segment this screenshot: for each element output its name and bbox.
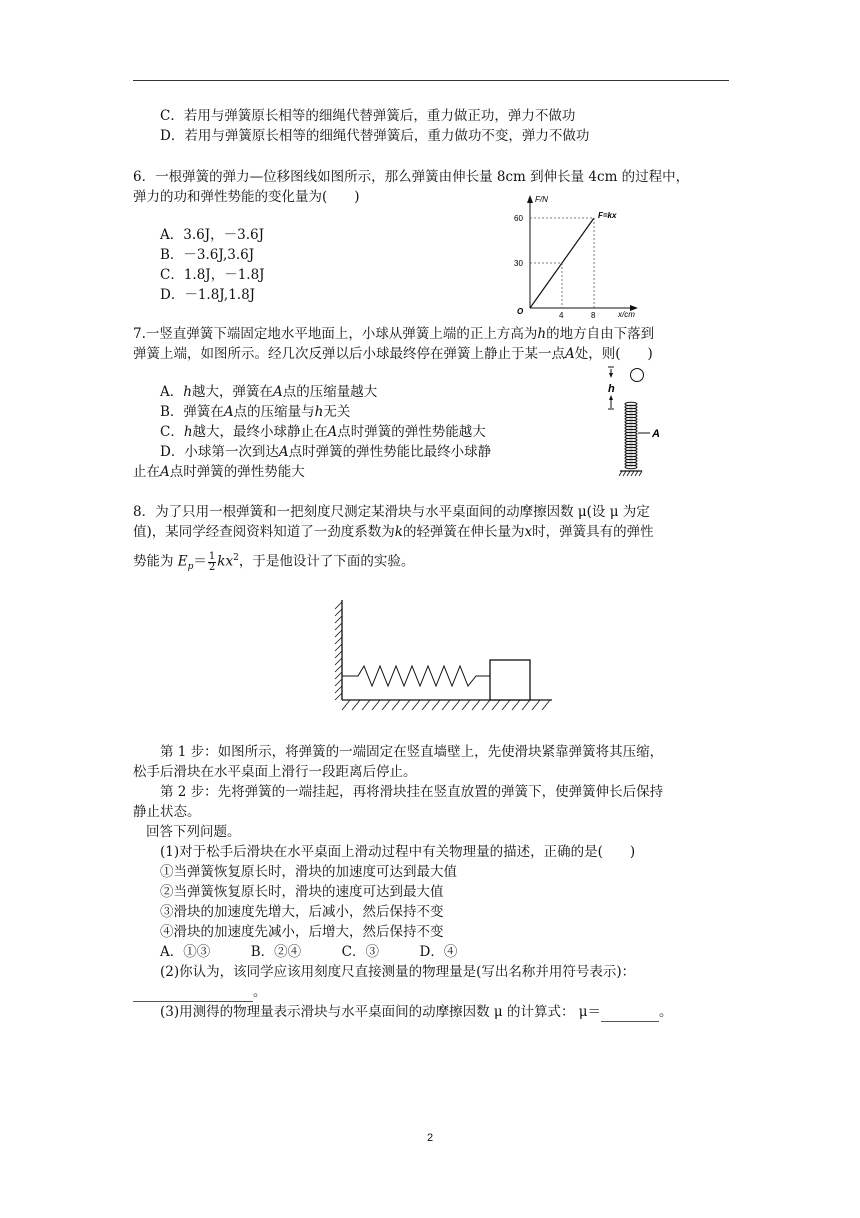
q6-option-a: A．3.6J，－3.6J [160,227,265,243]
sub2-answer-blank [133,983,253,1002]
q7-option-b: B．弹簧在A点的压缩量与h无关 [160,404,351,420]
q8-statement-2: ②当弹簧恢复原长时，滑块的速度可达到最大值 [160,884,444,900]
x-tick-8: 8 [591,311,596,320]
y-tick-60: 60 [514,214,523,223]
x-axis-label: x/cm [618,310,635,319]
y-axis-label: F/N [535,195,548,204]
q8-step1-line1: 第 1 步：如图所示，将弹簧的一端固定在竖直墙壁上，先使滑块紧靠弹簧将其压缩， [160,744,664,760]
q8-statement-4: ④滑块的加速度先减小，后增大，然后保持不变 [160,924,444,940]
q7-option-d: D．小球第一次到达A点时弹簧的弹性势能比最终小球静 [160,444,492,460]
q5-option-c: C．若用与弹簧原长相等的细绳代替弹簧后，重力做正功，弹力不做功 [160,108,576,124]
x-tick-4: 4 [559,311,564,320]
fig-A-label: A [652,428,660,440]
q7-option-c: C．h越大，最终小球静止在A点时弹簧的弹性势能越大 [160,424,486,440]
q8-step2-line1: 第 2 步：先将弹簧的一端挂起，再将滑块挂在竖直放置的弹簧下，使弹簧伸长后保持 [160,784,664,800]
q5-option-d: D．若用与弹簧原长相等的细绳代替弹簧后，重力做功不变，弹力不做功 [160,128,590,144]
sub3-answer-blank [601,1003,659,1022]
q8-sub1: (1)对于松手后滑块在水平桌面上滑动过程中有关物理量的描述，正确的是( ) [160,844,636,860]
q8-step2-line2: 静止状态。 [133,804,201,820]
q8-sub2-answer-line: 。 [133,983,267,1002]
origin-label: O [517,307,524,316]
line-label: F=kx [598,211,617,220]
q7-stem-line2: 弹簧上端，如图所示。经几次反弹以后小球最终停在弹簧上静止于某一点A处，则( ) [133,346,653,362]
force-displacement-graph [508,190,678,320]
q8-answer-prompt: 回答下列问题。 [146,824,241,840]
vertical-spring-figure [600,362,680,482]
q8-step1-line2: 松手后滑块在水平桌面上滑行一段距离后停止。 [133,764,417,780]
q6-option-b: B．－3.6J,3.6J [160,247,255,263]
sliding-block [490,660,530,700]
q8-stem-line1: 8．为了只用一根弹簧和一把刻度尺测定某滑块与水平桌面间的动摩擦因数 μ(设 μ 为定 [133,504,650,520]
compressed-spring [342,666,490,686]
q7-option-d-cont: 止在A点时弹簧的弹性势能大 [133,464,305,480]
q8-stem-line2: 值)，某同学经查阅资料知道了一劲度系数为k的轻弹簧在伸长量为x时，弹簧具有的弹性 [133,524,654,540]
q6-stem-line2: 弹力的功和弹性势能的变化量为( ) [133,189,360,205]
q6-stem-line1: 6．一根弹簧的弹力—位移图线如图所示，那么弹簧由伸长量 8cm 到伸长量 4cm 的过程中， [133,169,690,185]
one-half-fraction: $\frac{1}{2}$ [208,550,216,573]
fig-h-label: h [608,383,615,395]
q6-option-d: D．－1.8J,1.8J [160,287,256,303]
q8-statement-1: ①当弹簧恢复原长时，滑块的加速度可达到最大值 [160,864,457,880]
q8-sub3: (3)用测得的物理量表示滑块与水平桌面间的动摩擦因数 μ 的计算式： μ＝ 。 [160,1004,673,1020]
q7-stem-line1: 7.一竖直弹簧下端固定地水平地面上，小球从弹簧上端的正上方高为h的地方自由下落到 [133,326,655,342]
header-rule [133,80,729,81]
page-number: 2 [426,1132,434,1144]
q8-sub2: (2)你认为，该同学应该用刻度尺直接测量的物理量是(写出名称并用符号表示)： [160,964,636,980]
q6-option-c: C．1.8J，－1.8J [160,267,265,283]
y-tick-30: 30 [514,259,523,268]
q7-option-a: A．h越大，弹簧在A点的压缩量越大 [160,384,378,400]
spring-coil [625,402,637,469]
q8-stem-line3: 势能为 $E_p=$ $\frac{1}{2}$ $kx^2$，于是他设计了下面的实验。 [133,550,415,573]
horizontal-spring-block-figure [320,592,560,716]
q8-choices: A．①③ B．②④ C．③ D．④ [160,944,458,960]
q8-statement-3: ③滑块的加速度先增大，后减小，然后保持不变 [160,904,444,920]
